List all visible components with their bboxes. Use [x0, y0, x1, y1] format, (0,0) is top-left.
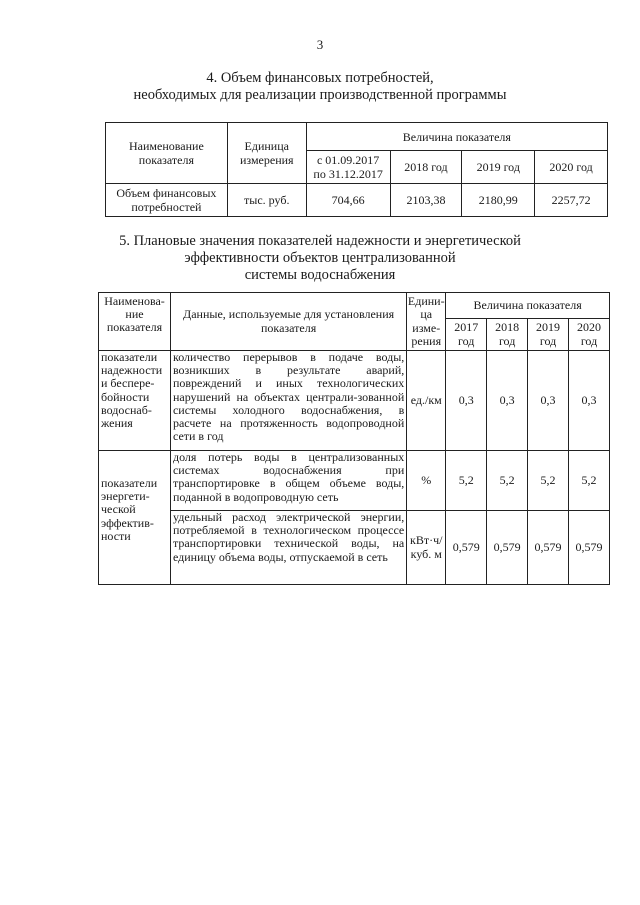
header-2017: 2017 год — [446, 319, 487, 351]
group-reliability: показатели надежности и беспере-бойности водоснаб-жения — [99, 351, 171, 451]
row1-value-2019: 0,3 — [528, 351, 569, 451]
group-energy-efficiency: показатели энергети-ческой эффектив-ности — [99, 451, 171, 585]
header-value: Величина показателя — [306, 123, 607, 151]
row1-unit: ед./км — [407, 351, 446, 451]
header-year-2020: 2020 год — [535, 151, 608, 184]
row1-value-2018: 0,3 — [487, 351, 528, 451]
header-data: Данные, используемые для установления показателя — [170, 293, 406, 351]
section5-title-line3: системы водоснабжения — [244, 267, 396, 283]
period-line1: с 01.09.2017 — [316, 153, 380, 167]
row2-value-2019: 5,2 — [528, 451, 569, 511]
header-name: Наименова-ние показателя — [99, 293, 171, 351]
header-2018: 2018 год — [487, 319, 528, 351]
header-2019: 2019 год — [528, 319, 569, 351]
header-2020: 2020 год — [569, 319, 610, 351]
header-year-2019: 2019 год — [462, 151, 535, 184]
page-number: 3 — [316, 37, 324, 52]
row3-description: удельный расход электрической энергии, потребляемой в технологическом процессе транспортировки технической воды, на единицу объема воды, отпускаемой в сеть — [170, 511, 406, 585]
row1-value-2017: 0,3 — [446, 351, 487, 451]
header-unit: Едини-ца изме-рения — [407, 293, 446, 351]
row-unit: тыс. руб. — [227, 184, 306, 217]
section5-heading — [0, 233, 640, 284]
section4-title-line1: 4. Объем финансовых потребностей, — [206, 70, 434, 86]
row-name: Объем финансовых потребностей — [106, 184, 228, 217]
section5-title-line1: 5. Плановые значения показателей надежности и энергетической — [119, 233, 521, 249]
header-unit: Единица измерения — [227, 123, 306, 184]
row3-value-2017: 0,579 — [446, 511, 487, 585]
value-2020: 2257,72 — [535, 184, 608, 217]
header-value: Величина показателя — [446, 293, 610, 319]
row3-unit: кВт·ч/ куб. м — [407, 511, 446, 585]
row1-value-2020: 0,3 — [569, 351, 610, 451]
row3-value-2019: 0,579 — [528, 511, 569, 585]
row2-unit: % — [407, 451, 446, 511]
row2-value-2017: 5,2 — [446, 451, 487, 511]
header-period — [306, 151, 390, 184]
section5-title-line2: эффективности объектов централизованной — [184, 250, 456, 266]
row3-value-2018: 0,579 — [487, 511, 528, 585]
financial-needs-table — [105, 122, 608, 217]
row3-value-2020: 0,579 — [569, 511, 610, 585]
value-2018: 2103,38 — [390, 184, 462, 217]
period-line2: по 31.12.2017 — [313, 167, 383, 181]
section4-heading — [0, 70, 640, 104]
row1-description: количество перерывов в подаче воды, возникших в результате аварий, повреждений и иных технологических нарушений на объектах централи-зованной системы холодного водоснабжения, в расчете на протяженность водопроводной сети в год — [170, 351, 406, 451]
reliability-efficiency-table — [98, 292, 610, 585]
row2-value-2018: 5,2 — [487, 451, 528, 511]
row2-value-2020: 5,2 — [569, 451, 610, 511]
value-2019: 2180,99 — [462, 184, 535, 217]
section4-title-line2: необходимых для реализации производственной программы — [133, 87, 507, 103]
row2-description: доля потерь воды в централизованных системах водоснабжения при транспортировке в общем объеме воды, поданной в водопроводную сеть — [170, 451, 406, 511]
header-year-2018: 2018 год — [390, 151, 462, 184]
header-name: Наименование показателя — [106, 123, 228, 184]
value-2017: 704,66 — [306, 184, 390, 217]
